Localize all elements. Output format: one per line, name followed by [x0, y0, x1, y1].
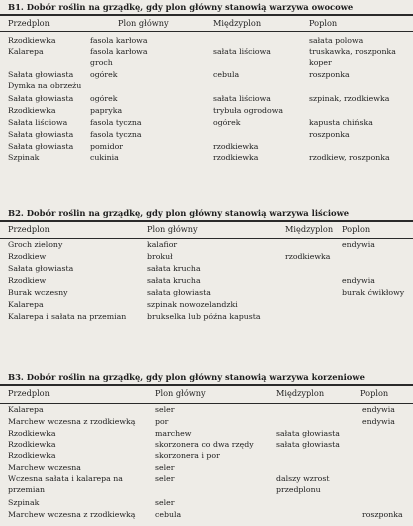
table-cell: rzodkiew, roszponka: [309, 153, 390, 162]
col-header-poplon: Poplon: [342, 224, 371, 234]
col-header-plon-glowny: Plon główny: [155, 388, 206, 398]
table-cell: Szpinak: [8, 498, 40, 507]
table-cell: przemian: [8, 485, 45, 494]
table-cell: fasola tyczna: [90, 118, 142, 127]
table-cell: rzodkiewka: [285, 252, 331, 261]
table-cell: fasola karłowa: [90, 36, 148, 45]
table-cell: sałata liściowa: [213, 47, 271, 56]
table-cell: Rzodkiewka: [8, 451, 56, 460]
table-cell: sałata głowiasta: [147, 288, 211, 297]
col-header-plon-glowny: Plon główny: [147, 224, 198, 234]
table-cell: burak ćwikłowy: [342, 288, 405, 297]
table-cell: seler: [155, 463, 175, 472]
table-cell: Rzodkiew: [8, 252, 47, 261]
col-header-przedplon: Przedplon: [8, 388, 50, 398]
table-cell: przedplonu: [276, 485, 321, 494]
table-cell: skorzonera co dwa rzędy: [155, 440, 254, 449]
table-cell: Rzodkiewka: [8, 106, 56, 115]
table-cell: Dymka na obrzeżu: [8, 81, 82, 90]
table-cell: Rzodkiew: [8, 276, 47, 285]
table-cell: szpinak, rzodkiewka: [309, 94, 390, 103]
table-cell: seler: [155, 405, 175, 414]
table-cell: szpinak nowozelandzki: [147, 300, 238, 309]
table-cell: fasola karłowa: [90, 47, 148, 56]
table-cell: sałata polowa: [309, 36, 364, 45]
table-cell: ogórek: [90, 70, 118, 79]
table-cell: seler: [155, 498, 175, 507]
section-title: B1. Dobór roślin na grządkę, gdy plon główny stanowią warzywa owocowe: [8, 2, 354, 12]
col-header-przedplon: Przedplon: [8, 18, 50, 28]
table-cell: Kalarepa: [8, 47, 44, 56]
table-cell: Marchew wczesna: [8, 463, 81, 472]
col-header-miedzyplon: Międzyplon: [276, 388, 325, 398]
table-cell: rzodkiewka: [213, 142, 259, 151]
table-cell: sałata krucha: [147, 276, 201, 285]
table-cell: Wczesna sałata i kalarepa na: [8, 474, 123, 483]
table-cell: ogórek: [90, 94, 118, 103]
table-cell: brukselka lub późna kapusta: [147, 312, 261, 321]
table-cell: rzodkiewka: [213, 153, 259, 162]
table-cell: cukinia: [90, 153, 119, 162]
section-title: B3. Dobór roślin na grządkę, gdy plon główny stanowią warzywa korzeniowe: [8, 372, 365, 382]
table-cell: skorzonera i por: [155, 451, 220, 460]
table-cell: Sałata głowiasta: [8, 264, 74, 273]
table-cell: Kalarepa: [8, 405, 44, 414]
table-cell: fasola tyczna: [90, 130, 142, 139]
table-cell: ogórek: [213, 118, 241, 127]
table-cell: marchew: [155, 429, 192, 438]
table-cell: endywia: [362, 417, 395, 426]
table-cell: Rzodkiewka: [8, 429, 56, 438]
table-cell: por: [155, 417, 169, 426]
table-cell: endywia: [342, 240, 375, 249]
table-cell: Marchew wczesna z rzodkiewką: [8, 417, 136, 426]
table-cell: Sałata głowiasta: [8, 130, 74, 139]
table-cell: Burak wczesny: [8, 288, 68, 297]
table-cell: Kalarepa i sałata na przemian: [8, 312, 127, 321]
col-header-poplon: Poplon: [309, 18, 338, 28]
table-cell: roszponka: [362, 510, 403, 519]
table-cell: Szpinak: [8, 153, 40, 162]
table-cell: dalszy wzrost: [276, 474, 330, 483]
table-cell: pomidor: [90, 142, 123, 151]
table-cell: trybuła ogrodowa: [213, 106, 284, 115]
header-rule: [0, 403, 413, 404]
table-cell: sałata krucha: [147, 264, 201, 273]
table-cell: seler: [155, 474, 175, 483]
table-cell: roszponka: [309, 130, 350, 139]
table-cell: Sałata głowiasta: [8, 70, 74, 79]
table-cell: Sałata głowiasta: [8, 94, 74, 103]
table-top-rule: [0, 384, 413, 386]
table-cell: Sałata głowiasta: [8, 142, 74, 151]
table-cell: sałata liściowa: [213, 94, 271, 103]
table-cell: sałata głowiasta: [276, 440, 340, 449]
table-cell: Kalarepa: [8, 300, 44, 309]
table-cell: kalafior: [147, 240, 178, 249]
table-cell: koper: [309, 58, 332, 67]
table-cell: brokuł: [147, 252, 173, 261]
table-cell: cebula: [213, 70, 240, 79]
col-header-plon-glowny: Plon główny: [118, 18, 169, 28]
col-header-poplon: Poplon: [360, 388, 389, 398]
table-cell: endywia: [342, 276, 375, 285]
col-header-miedzyplon: Międzyplon: [213, 18, 262, 28]
table-cell: kapusta chińska: [309, 118, 373, 127]
col-header-przedplon: Przedplon: [8, 224, 50, 234]
table-cell: endywia: [362, 405, 395, 414]
table-cell: papryka: [90, 106, 123, 115]
section-title: B2. Dobór roślin na grządkę, gdy plon główny stanowią warzywa liściowe: [8, 208, 350, 218]
table-cell: groch: [90, 58, 113, 67]
table-cell: Marchew wczesna z rzodkiewką: [8, 510, 136, 519]
table-cell: Sałata liściowa: [8, 118, 68, 127]
table-cell: roszponka: [309, 70, 350, 79]
table-cell: sałata głowiasta: [276, 429, 340, 438]
table-cell: truskawka, roszponka: [309, 47, 396, 56]
table-cell: Rzodkiewka: [8, 36, 56, 45]
table-cell: Rzodkiewka: [8, 440, 56, 449]
col-header-miedzyplon: Międzyplon: [285, 224, 334, 234]
table-cell: cebula: [155, 510, 182, 519]
table-cell: Groch zielony: [8, 240, 63, 249]
